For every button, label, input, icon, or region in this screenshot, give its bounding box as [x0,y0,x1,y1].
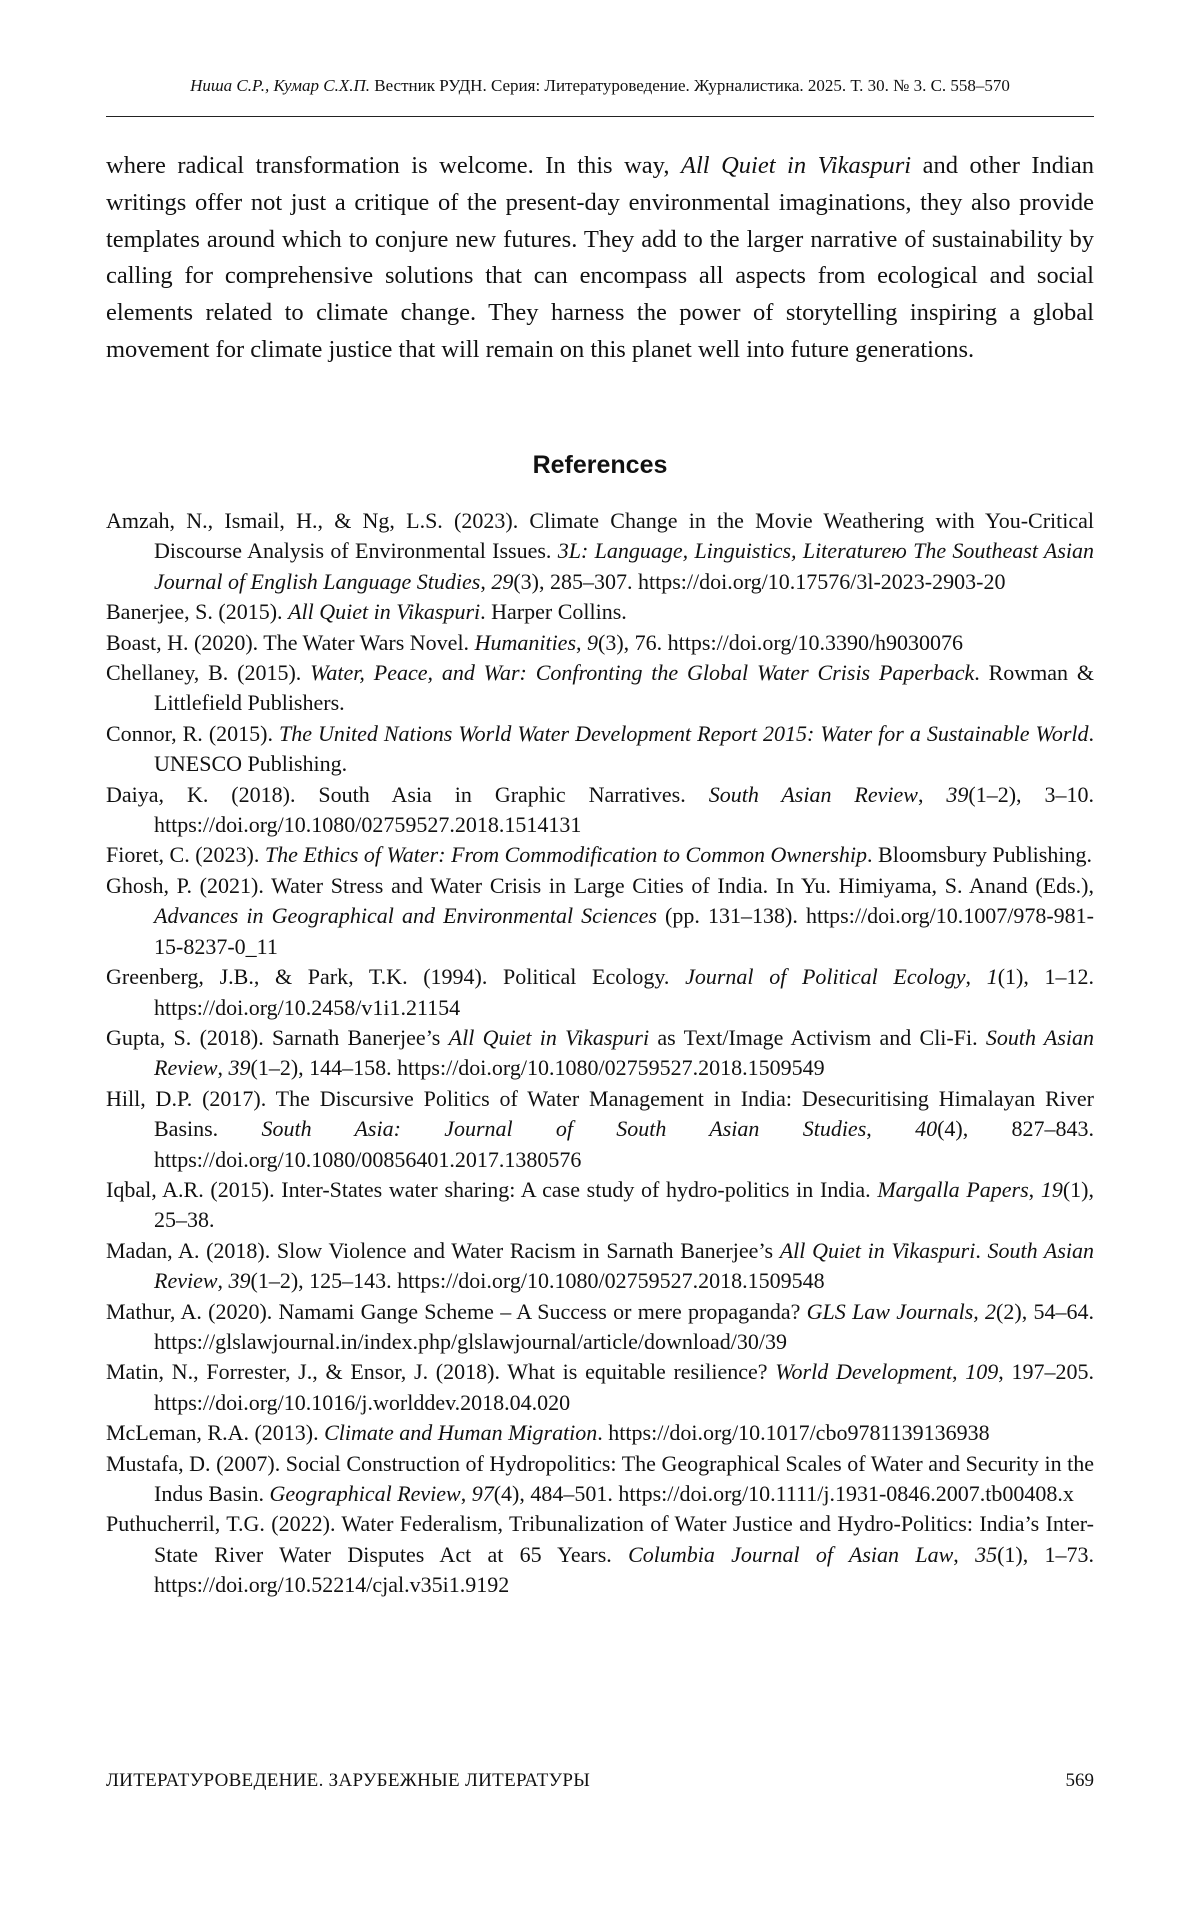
reference-text: , [460,1481,472,1506]
reference-entry [106,1509,1094,1600]
reference-entry [106,962,1094,1023]
reference-text: Puthucherril, T.G. (2022). Water Federalism, Tribunalization of Water Justice and Hydro-Politics: India’s Inter-State River Water Disputes Act at 65 Years. [106,1511,1094,1567]
reference-text: Fioret, C. (2023). [106,842,265,868]
reference-entry [106,1357,1094,1418]
reference-text: , [952,1359,966,1385]
reference-text: Banerjee, S. (2015). [106,599,289,625]
reference-italic-text: 9 [587,629,599,655]
reference-italic-text: Margalla Papers [877,1176,1029,1202]
reference-text: Iqbal, A.R. (2015). Inter-States water sharing: A case study of hydro-politics in India. [106,1176,878,1202]
reference-text: (1–2), 125–143. https://doi.org/10.1080/02759527.2018.1509548 [250,1268,825,1294]
reference-text: , [953,1541,976,1567]
reference-text: Amzah, N., Ismail, H., & Ng, L.S. (2023). Climate Change in the Movie Weathering with You-Critical Discourse Analysis of Environmental Issues. [106,508,1094,564]
reference-italic-text: 40 [915,1116,938,1142]
running-head-authors: Ниша С.Р., Кумар С.Х.П. [190,76,370,95]
reference-entry [106,1418,1094,1448]
reference-entry [106,871,1094,962]
reference-text: Madan, A. (2018). Slow Violence and Water Racism in Sarnath Banerjee’s [106,1237,780,1263]
reference-text: , 197–205. https://doi.org/10.1016/j.worlddev.2018.04.020 [154,1359,1095,1415]
reference-text: (2), 54–64. https://glslawjournal.in/index.php/glslawjournal/article/download/30/39 [154,1298,1094,1354]
reference-entry [106,597,1094,627]
reference-text: , [917,781,947,807]
reference-italic-text: GLS Law Journals, 2 [806,1298,997,1324]
reference-text: , [576,629,588,655]
reference-text: . [975,1237,988,1263]
reference-italic-text: Geographical Review [269,1481,461,1506]
page-footer [106,1766,1094,1796]
reference-entry [106,506,1094,597]
body-text-start: where radical transformation is welcome. In this way, [106,152,681,179]
reference-text: , [965,964,987,990]
reference-italic-text: Climate and Human Migration [324,1420,598,1446]
reference-text: , [1028,1176,1041,1202]
reference-text: (4), 827–843. https://doi.org/10.1080/00856401.2017.1380576 [154,1116,1094,1172]
reference-italic-text: Humanities [474,629,577,655]
reference-italic-text: South Asia: Journal of South Asian Studies [261,1116,867,1142]
reference-text: . Rowman & Littlefield Publishers. [154,660,1094,716]
reference-italic-text: 3L: Language, Linguistics, Literatureю The Southeast Asian Journal of English Language Studies [154,538,1094,594]
footer-section-title: ЛИТЕРАТУРОВЕДЕНИЕ. ЗАРУБЕЖНЫЕ ЛИТЕРАТУРЫ [106,1770,591,1791]
reference-text: . https://doi.org/10.1017/cbo9781139136938 [597,1420,990,1446]
reference-italic-text: 29 [491,568,514,594]
reference-text: Chellaney, B. (2015). [106,660,311,686]
reference-text: (pp. 131–138). https://doi.org/10.1007/978-981-15-8237-0_11 [154,903,1094,959]
reference-italic-text: South Asian Review [154,1024,1095,1081]
page-number: 569 [1065,1770,1094,1791]
reference-text: (1), 1–12. https://doi.org/10.2458/v1i1.21154 [154,964,1095,1020]
reference-list [106,506,1094,1601]
reference-text: . UNESCO Publishing. [154,720,1094,777]
reference-entry [106,780,1094,841]
reference-text: Mathur, A. (2020). Namami Gange Scheme – A Success or mere propaganda? [106,1298,807,1324]
reference-italic-text: All Quiet in Vikaspuri [448,1024,650,1050]
reference-text: , [480,568,492,594]
reference-italic-text: 19 [1040,1176,1063,1202]
reference-text: (3), 76. https://doi.org/10.3390/h9030076 [598,629,964,655]
reference-text: Gupta, S. (2018). Sarnath Banerjee’s [106,1024,449,1050]
reference-text: , [866,1116,916,1142]
reference-text: , [217,1268,229,1294]
reference-text: (1), 1–73. https://doi.org/10.52214/cjal.v35i1.9192 [154,1541,1095,1598]
body-paragraph [106,148,1094,369]
reference-italic-text: 97 [471,1481,494,1506]
reference-text: Hill, D.P. (2017). The Discursive Politics of Water Management in India: Desecuritising Himalayan River Basins. [106,1085,1094,1142]
running-head-journal: Вестник РУДН. Серия: Литературоведение. Журналистика. 2025. Т. 30. № 3. С. 558–570 [374,76,1010,95]
reference-entry [106,1023,1094,1084]
reference-italic-text: South Asian Review [154,1237,1095,1294]
reference-text: Ghosh, P. (2021). Water Stress and Water Crisis in Large Cities of India. In Yu. Himiyama, S. Anand (Eds.), [106,872,1094,898]
reference-text: Connor, R. (2015). [106,720,279,746]
body-text-rest: and other Indian writings offer not just a critique of the present-day environmental imaginations, they also provide templates around which to conjure new futures. They add to the larger narrative of sustainability by calling for comprehensive solutions that can encompass all aspects from ecological and social elements related to climate change. They harness the power of storytelling inspiring a global movement for climate justice that will remain on this planet well into future generations. [106,152,1094,363]
reference-text: . Harper Collins. [480,599,627,625]
reference-italic-text: All Quiet in Vikaspuri [288,599,481,625]
reference-italic-text: The United Nations World Water Development Report 2015: Water for a Sustainable World [278,720,1089,746]
reference-entry [106,1236,1094,1297]
reference-text: Mustafa, D. (2007). Social Construction of Hydropolitics: The Geographical Scales of Water and Security in the Indus Basin. [106,1450,1094,1506]
reference-text: as Text/Image Activism and Cli-Fi. [649,1024,986,1050]
reference-text: . Bloomsbury Publishing. [867,842,1092,868]
reference-italic-text: World Development [775,1359,953,1385]
reference-entry [106,840,1094,870]
reference-entry [106,1084,1094,1175]
header-divider [106,116,1094,117]
reference-italic-text: 109 [965,1359,999,1385]
reference-entry [106,1449,1094,1510]
reference-italic-text: Advances in Geographical and Environmental Sciences [154,903,657,929]
reference-italic-text: 39 [946,781,969,807]
reference-entry [106,658,1094,719]
reference-text: , [217,1055,229,1081]
reference-italic-text: 1 [986,964,998,990]
reference-italic-text: 39 [228,1268,251,1294]
reference-italic-text: 39 [228,1055,251,1081]
running-head [106,74,1094,98]
reference-entry [106,719,1094,780]
reference-text: (1–2), 144–158. https://doi.org/10.1080/02759527.2018.1509549 [250,1055,825,1081]
reference-text: (4), 484–501. https://doi.org/10.1111/j.1931-0846.2007.tb00408.x [493,1481,1074,1506]
body-book-title: All Quiet in Vikaspuri [681,152,912,179]
reference-text: (1–2), 3–10. https://doi.org/10.1080/02759527.2018.1514131 [154,781,1095,838]
reference-text: Greenberg, J.B., & Park, T.K. (1994). Political Ecology. [106,964,686,990]
reference-text: McLeman, R.A. (2013). [106,1420,325,1446]
reference-entry [106,628,1094,658]
reference-italic-text: All Quiet in Vikaspuri [779,1237,976,1263]
reference-italic-text: Journal of Political Ecology [685,964,966,990]
reference-entry [106,1297,1094,1358]
reference-text: Boast, H. (2020). The Water Wars Novel. [106,629,475,655]
reference-text: (1), 25–38. [154,1176,1094,1233]
reference-text: Daiya, K. (2018). South Asia in Graphic Narratives. [106,781,709,807]
reference-italic-text: Columbia Journal of Asian Law [628,1541,954,1567]
reference-italic-text: The Ethics of Water: From Commodification to Common Ownership [264,842,868,868]
reference-italic-text: Water, Peace, and War: Confronting the Global Water Crisis Paperback [310,660,975,686]
reference-italic-text: South Asian Review [708,781,918,807]
reference-entry [106,1175,1094,1236]
reference-text: (3), 285–307. https://doi.org/10.17576/3l-2023-2903-20 [513,568,1006,594]
reference-italic-text: 35 [975,1541,998,1567]
references-heading: References [532,451,668,479]
reference-text: Matin, N., Forrester, J., & Ensor, J. (2018). What is equitable resilience? [106,1359,776,1385]
